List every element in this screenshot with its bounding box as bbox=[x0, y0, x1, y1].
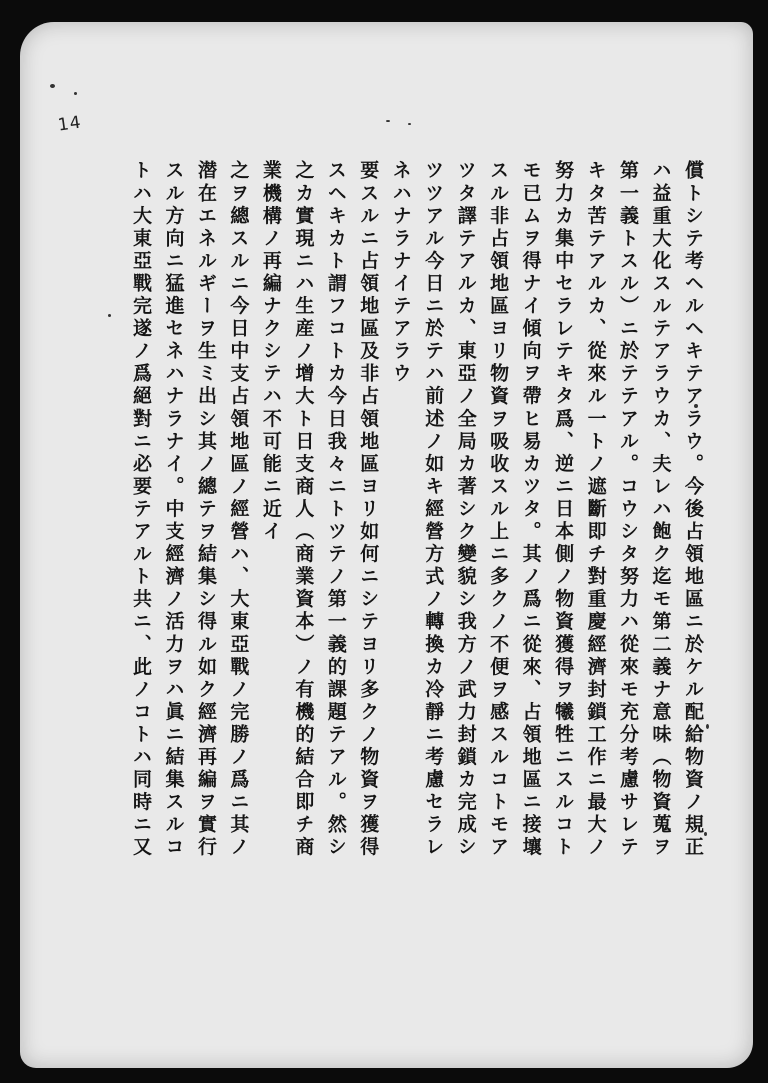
text-column: 之カ實現ニハ生産ノ增大ト日支商人（商業資本）ノ有機的結合即チ商 bbox=[292, 160, 315, 860]
document-page bbox=[20, 22, 753, 1068]
text-column: 第一義トスル）ニ於テテアル。コウシタ努力ハ從來モ充分考慮サレテ bbox=[617, 160, 640, 860]
text-column: 之ヲ總スルニ今日中支占領地區ノ經營ハ、大東亞戰ノ完勝ノ爲ニ其ノ bbox=[227, 160, 250, 860]
text-column: スヘキカト謂フコトカ今日我々ニトツテノ第一義的課題テアル。然シ bbox=[324, 160, 347, 860]
ink-speck bbox=[386, 120, 390, 122]
text-column: モ已ムヲ得ナイ傾向ヲ帶ヒ易カツタ。其ノ爲ニ從來、占領地區ニ接壤 bbox=[519, 160, 542, 860]
page-number: 14 bbox=[56, 112, 83, 136]
text-column: ツタ譯テアルカ、東亞ノ全局カ著シク變貌シ我方ノ武力封鎖カ完成シ bbox=[454, 160, 477, 860]
text-column: 要スルニ占領地區及非占領地區ヨリ如何ニシテヨリ多クノ物資ヲ獲得 bbox=[357, 160, 380, 860]
text-column: トハ大東亞戰完遂ノ爲絕對ニ必要テアルト共ニ、此ノコトハ同時ニ又 bbox=[130, 160, 152, 860]
ink-speck bbox=[704, 832, 707, 836]
text-column: スル非占領地區ヨリ物資ヲ吸收スル上ニ多クノ不便ヲ感スルコトモア bbox=[487, 160, 510, 860]
ink-speck bbox=[74, 92, 77, 95]
text-column: ネハナラナイテアラウ bbox=[389, 160, 412, 386]
ink-speck bbox=[108, 314, 111, 317]
text-column: キタ苦テアルカ、從來ル一トノ遮斷即チ對重慶經濟封鎖工作ニ最大ノ bbox=[584, 160, 607, 860]
text-column: ツツアル今日ニ於テハ前述ノ如キ經營方式ノ轉換カ冷靜ニ考慮セラレ bbox=[422, 160, 445, 860]
text-column: ハ益重大化スルテアラウカ、夫レハ飽ク迄モ第二義ナ意味（物資蒐ヲ bbox=[649, 160, 672, 860]
ink-speck bbox=[706, 724, 709, 729]
text-column: 潜在エネルギーヲ生ミ出シ其ノ總テヲ結集シ得ル如ク經濟再編ヲ實行 bbox=[194, 160, 217, 860]
vertical-text-block bbox=[128, 160, 702, 1020]
text-column: 償トシテ考ヘルヘキテアラウ。今後占領地區ニ於ケル配給物資ノ規正 bbox=[681, 160, 704, 860]
text-column: 業機構ノ再編ナクシテハ不可能ニ近イ bbox=[259, 160, 282, 544]
text-column: スル方向ニ猛進セネハナラナイ。中支經濟ノ活力ヲハ眞ニ結集スルコ bbox=[162, 160, 185, 860]
ink-speck bbox=[50, 84, 55, 88]
text-column: 努力カ集中セラレテキタ爲、逆ニ日本側ノ物資獲得ヲ犧牲ニスルコト bbox=[552, 160, 575, 860]
ink-speck bbox=[408, 123, 411, 125]
